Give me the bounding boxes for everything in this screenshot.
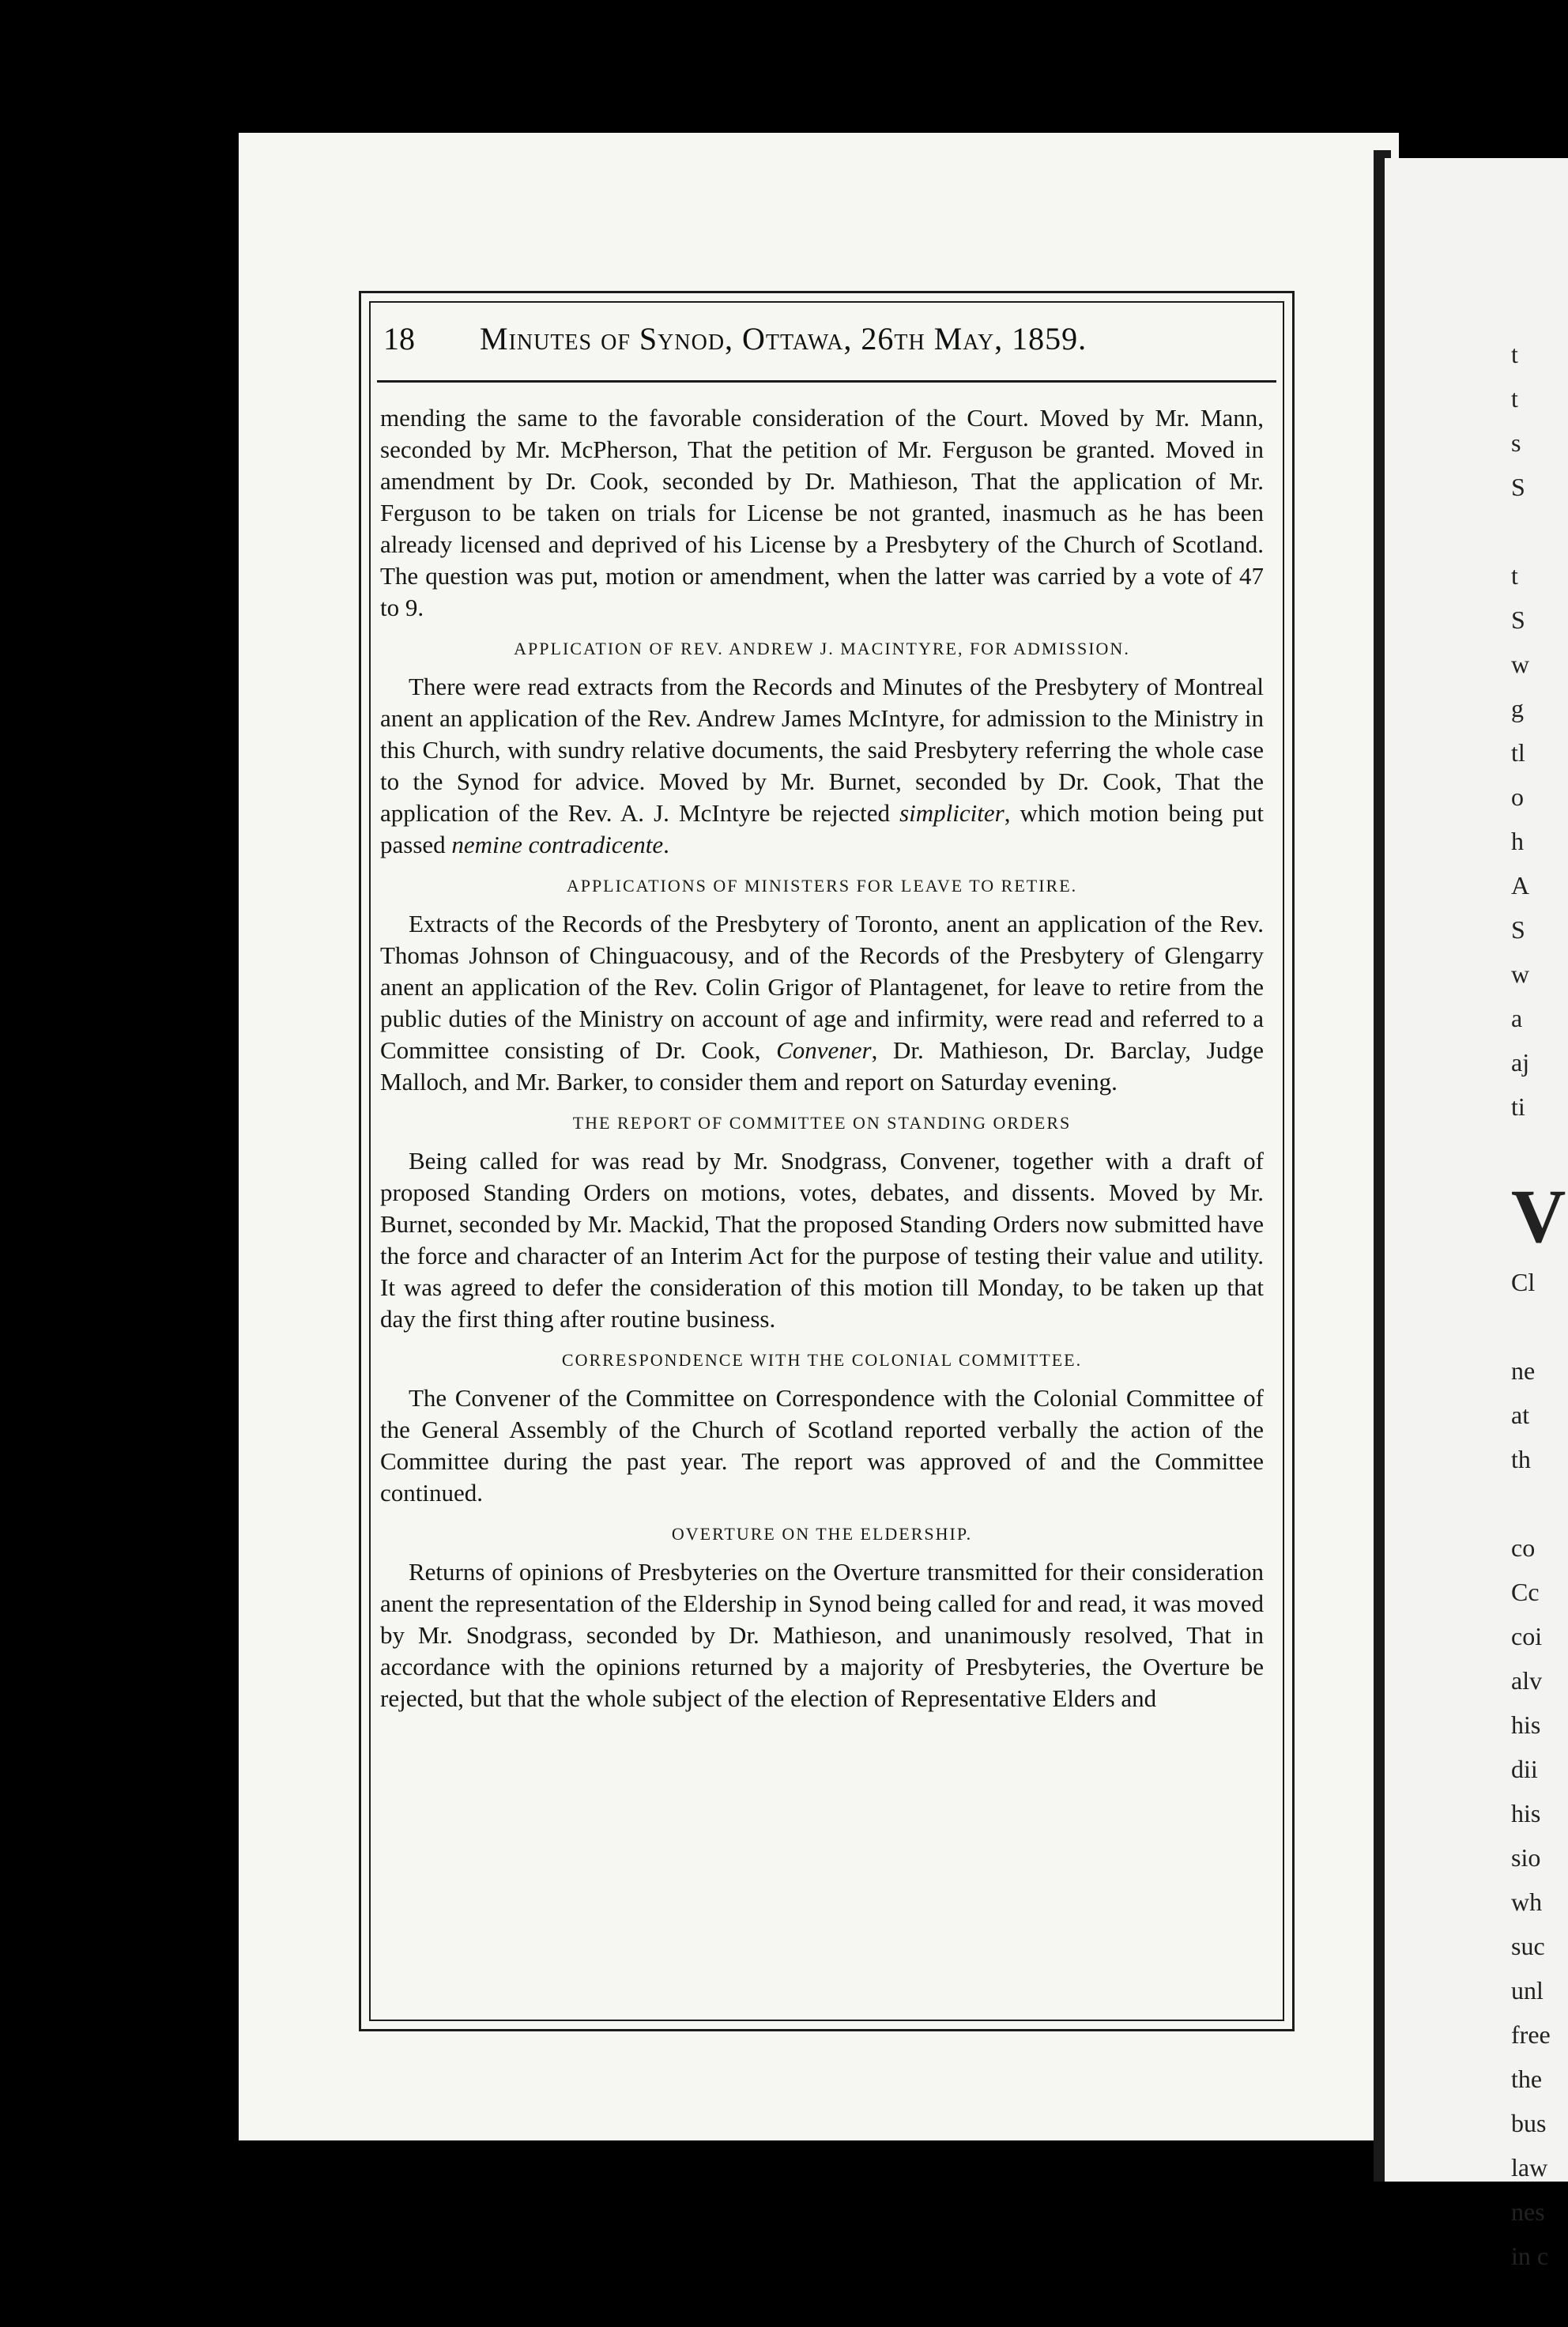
section-heading-colonial-committee: CORRESPONDENCE WITH THE COLONIAL COMMITTEE. (561, 1350, 1083, 1370)
italic-term: nemine contradicente (451, 831, 664, 858)
right-page-fragment: suc (1511, 1932, 1545, 1960)
right-page-fragment: s (1511, 428, 1521, 457)
right-page-fragment: tl (1511, 738, 1525, 767)
text-frame (359, 291, 1295, 2031)
italic-term: simpliciter (899, 799, 1004, 827)
right-page-fragment: Cc (1511, 1578, 1540, 1606)
text-run: , Dr. Mathieson, Dr. Barclay, Judge Malloch, and Mr. Barker, to consider them and report on Saturday evening. (380, 1036, 1264, 1096)
paragraph-ferguson-petition: mending the same to the favorable consideration of the Court. Moved by Mr. Mann, seconded by Mr. McPherson, That the petition of Mr. Ferguson be granted. Moved in amendment by Dr. Cook, seconded by Dr. Mathieson, That the application of Mr. Ferguson to be taken on trials for License be not granted, inasmuch as he has been already licensed and deprived of his License by a Presbytery of the Church of Scotland. The question was put, motion or amendment, when the latter was carried by a vote of 47 to 9. (380, 404, 1264, 621)
right-page-fragment: his (1511, 1799, 1541, 1827)
page-body (380, 402, 1264, 1714)
right-page-fragment: th (1511, 1445, 1531, 1473)
right-page-fragment (1511, 509, 1568, 553)
right-page-fragment: unl (1511, 1976, 1544, 2005)
right-page-fragment: bus (1511, 2109, 1547, 2137)
right-page-fragment: h (1511, 827, 1524, 855)
paragraph-standing-orders: Being called for was read by Mr. Snodgrass, Convener, together with a draft of proposed Standing Orders on motions, votes, debates, and dissents. Moved by Mr. Burnet, seconded by Mr. Mackid, That the proposed Standing Orders now submitted have the force and character of an Interim Act for the purpose of testing their value and utility. It was agreed to defer the consideration of this motion till Monday, to be taken up that day the first thing after routine business. (380, 1147, 1264, 1333)
paragraph-colonial-committee: The Convener of the Committee on Correspondence with the Colonial Committee of the General Assembly of the Church of Scotland reported verbally the action of the Committee during the past year. The report was approved of and the Committee continued. (380, 1384, 1264, 1507)
right-page-fragment: the (1511, 2065, 1543, 2093)
right-page-fragment: aj (1511, 1048, 1530, 1077)
right-page-fragment: S (1511, 915, 1525, 944)
text-run: There were read extracts from the Records and Minutes of the Presbytery of Montreal anent an application of the Rev. Andrew James McIntyre, for admission to the Ministry in this Church, with sundry relative documents, the said Presbytery referring the whole case to the Synod for advice. Moved by Mr. Burnet, seconded by Dr. Cook, That the application of the Rev. A. J. McIntyre be rejected (380, 673, 1264, 827)
text-run: , which motion being put passed (380, 799, 1264, 858)
right-page-fragment: a (1511, 1004, 1523, 1032)
paragraph-macintyre-admission (380, 671, 1264, 861)
section-heading-leave-to-retire: APPLICATIONS OF MINISTERS FOR LEAVE TO RETIRE. (566, 876, 1078, 896)
right-page-fragment (1511, 1129, 1568, 1173)
right-page-fragment: t (1511, 561, 1518, 590)
right-page-fragment: o (1511, 783, 1524, 811)
right-page-fragment: law (1511, 2153, 1548, 2182)
right-page-fragment: in c (1511, 2242, 1549, 2270)
right-page-fragment: ti (1511, 1092, 1525, 1121)
text-run: Extracts of the Records of the Presbytery of Toronto, anent an application of the Rev. Thomas Johnson of Chinguacousy, and of the Records of the Presbytery of Glengarry anent an application of the Rev. Colin Grigor of Plantagenet, for leave to retire from the public duties of the Ministry on account of age and infirmity, were read and referred to a Committee consisting of Dr. Cook, (380, 910, 1264, 1064)
italic-term: Convener (776, 1036, 872, 1064)
right-page-fragment: ne (1511, 1356, 1536, 1385)
right-page-fragment: nes (1511, 2197, 1545, 2226)
section-heading-eldership: OVERTURE ON THE ELDERSHIP. (671, 1524, 973, 1544)
right-page-fragment: sio (1511, 1843, 1541, 1872)
right-page-fragment: co (1511, 1533, 1536, 1562)
right-page-fragment: V (1511, 1174, 1566, 1258)
page-header (377, 317, 1276, 383)
right-page-fragment: Cl (1511, 1268, 1536, 1296)
running-head: Minutes of Synod, Ottawa, 26th May, 1859. (480, 321, 1087, 356)
right-page-fragment: t (1511, 384, 1518, 413)
section-heading-standing-orders: THE REPORT OF COMMITTEE ON STANDING ORDERS (572, 1113, 1072, 1133)
right-page-fragment: dii (1511, 1755, 1538, 1783)
right-page-fragment (1511, 1304, 1568, 1348)
right-page-fragment: coi (1511, 1622, 1543, 1650)
right-page-fragment (1511, 1481, 1568, 1526)
right-page-fragment: w (1511, 650, 1530, 678)
right-page-fragment: at (1511, 1401, 1530, 1429)
paragraph-eldership-overture: Returns of opinions of Presbyteries on the Overture transmitted for their consideration anent the representation of the Eldership in Synod being called for and read, it was moved by Mr. Snodgrass, seconded by Dr. Mathieson, and unanimously resolved, That in accordance with the opinions returned by a majority of Presbyteries, the Overture be rejected, but that the whole subject of the election of Representative Elders and (380, 1558, 1264, 1712)
section-heading-macintyre: APPLICATION OF REV. ANDREW J. MACINTYRE, FOR ADMISSION. (514, 639, 1130, 658)
right-page-fragment: g (1511, 694, 1524, 722)
text-run: . (663, 831, 669, 858)
right-page-text-fragments (1511, 332, 1568, 2270)
right-page-fragment: w (1511, 960, 1530, 988)
right-page-fragment: alv (1511, 1666, 1543, 1695)
right-page-fragment: free (1511, 2020, 1551, 2049)
right-page-fragment: S (1511, 473, 1525, 501)
page-number: 18 (383, 321, 415, 356)
right-page-fragment: wh (1511, 1888, 1543, 1916)
paragraph-leave-to-retire (380, 908, 1264, 1098)
right-page-fragment: t (1511, 340, 1518, 368)
right-page-fragment: S (1511, 605, 1525, 634)
right-page-fragment: his (1511, 1710, 1541, 1739)
right-page-fragment: A (1511, 871, 1530, 899)
